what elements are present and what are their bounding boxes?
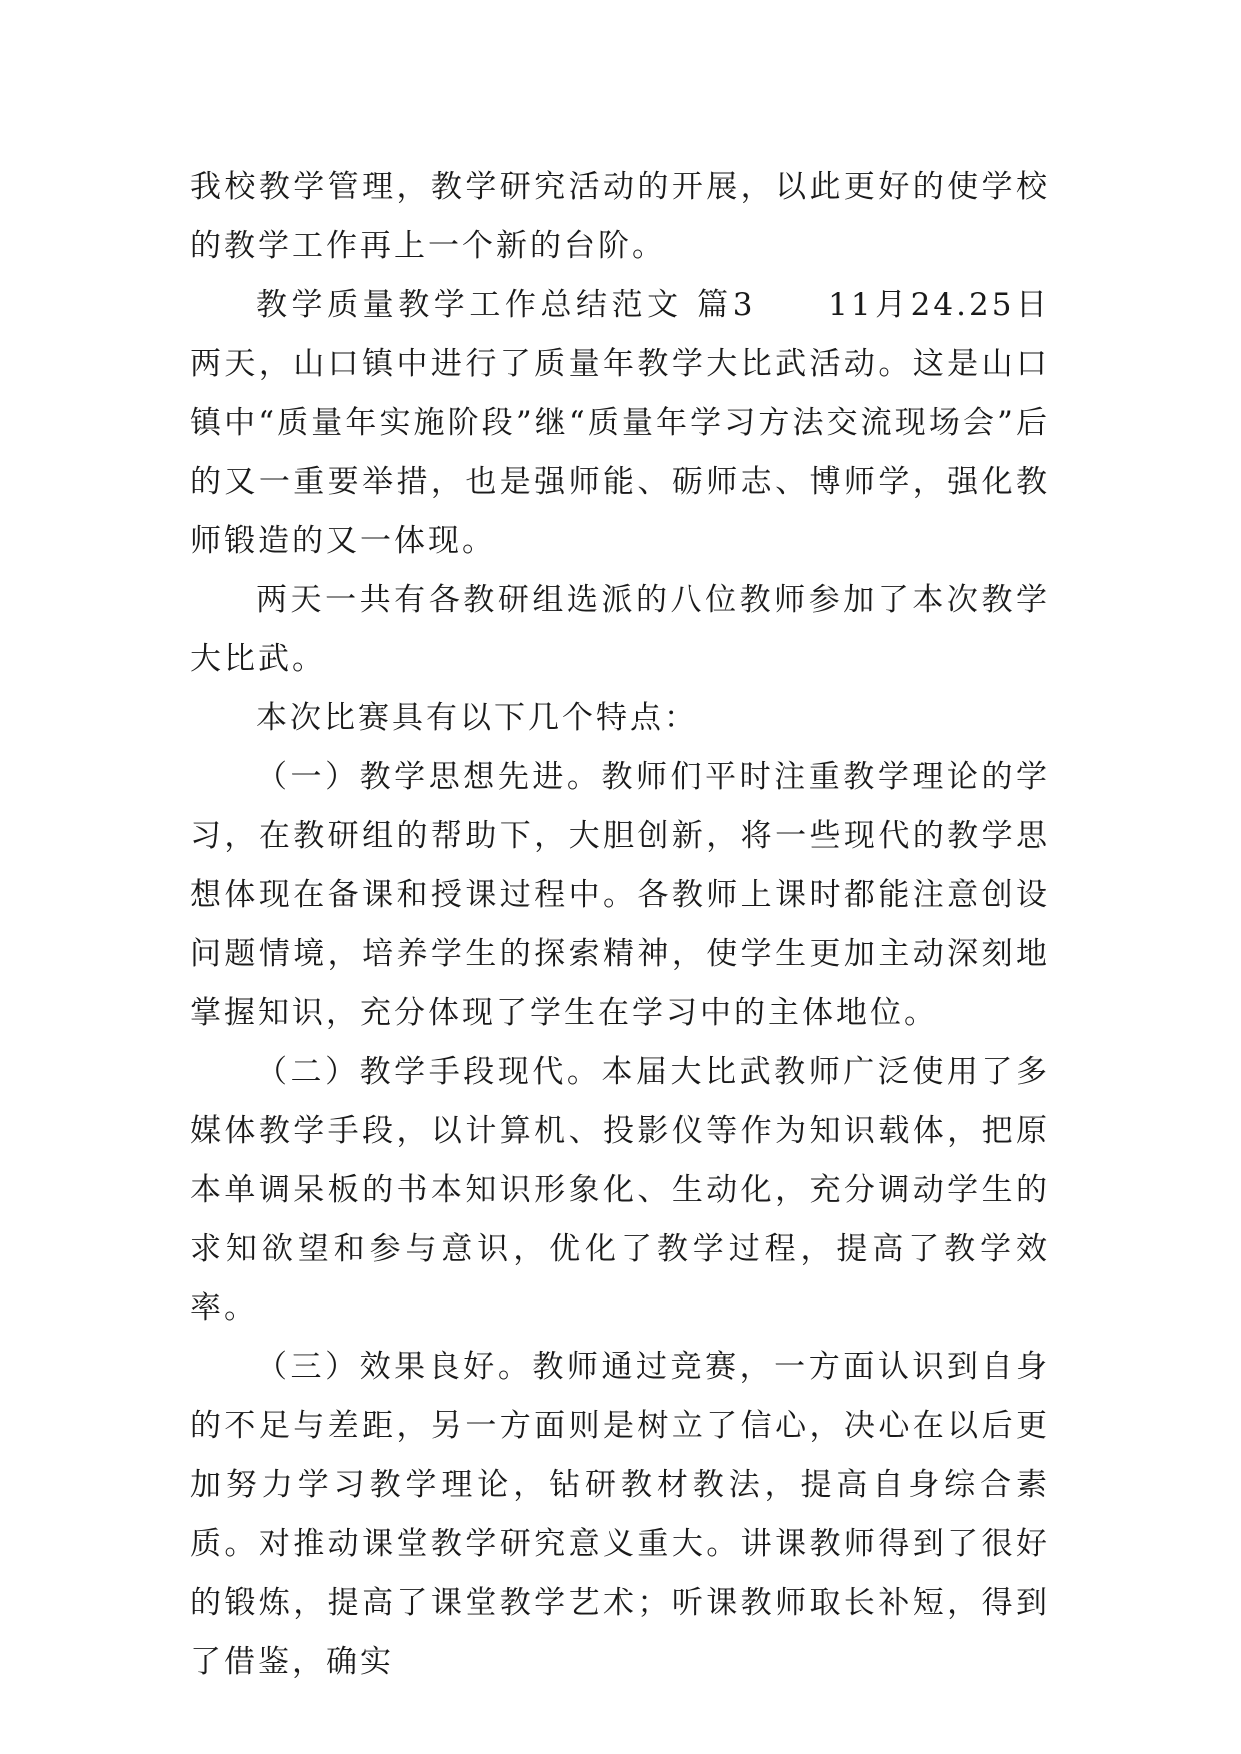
paragraph-6: （二）教学手段现代。本届大比武教师广泛使用了多媒体教学手段，以计算机、投影仪等作为知识载体，把原本单调呆板的书本知识形象化、生动化，充分调动学生的求知欲望和参与意识，优化了教学过程，提高了教学效率。	[190, 1054, 1050, 1326]
paragraph-2: 教学质量教学工作总结范文 篇3 11月24.25日两天，山口镇中进行了质量年教学大比武活动。这是山口镇中“质量年实施阶段”继“质量年学习方法交流现场会”后的又一重要举措，也是强师能、砺师志、博师学，强化教师锻造的又一体现。	[190, 287, 1050, 559]
document-body	[190, 158, 1050, 1692]
paragraph-1: 我校教学管理，教学研究活动的开展，以此更好的使学校的教学工作再上一个新的台阶。	[190, 169, 1050, 264]
paragraph-7: （三）效果良好。教师通过竞赛，一方面认识到自身的不足与差距，另一方面则是树立了信心，决心在以后更加努力学习教学理论，钻研教材教法，提高自身综合素质。对推动课堂教学研究意义重大。讲课教师得到了很好的锻炼，提高了课堂教学艺术；听课教师取长补短，得到了借鉴，确实	[190, 1349, 1050, 1680]
paragraph-4: 本次比赛具有以下几个特点：	[256, 700, 698, 736]
paragraph-5: （一）教学思想先进。教师们平时注重教学理论的学习，在教研组的帮助下，大胆创新，将一些现代的教学思想体现在备课和授课过程中。各教师上课时都能注意创设问题情境，培养学生的探索精神，使学生更加主动深刻地掌握知识，充分体现了学生在学习中的主体地位。	[190, 759, 1050, 1031]
paragraph-3: 两天一共有各教研组选派的八位教师参加了本次教学大比武。	[190, 582, 1050, 677]
